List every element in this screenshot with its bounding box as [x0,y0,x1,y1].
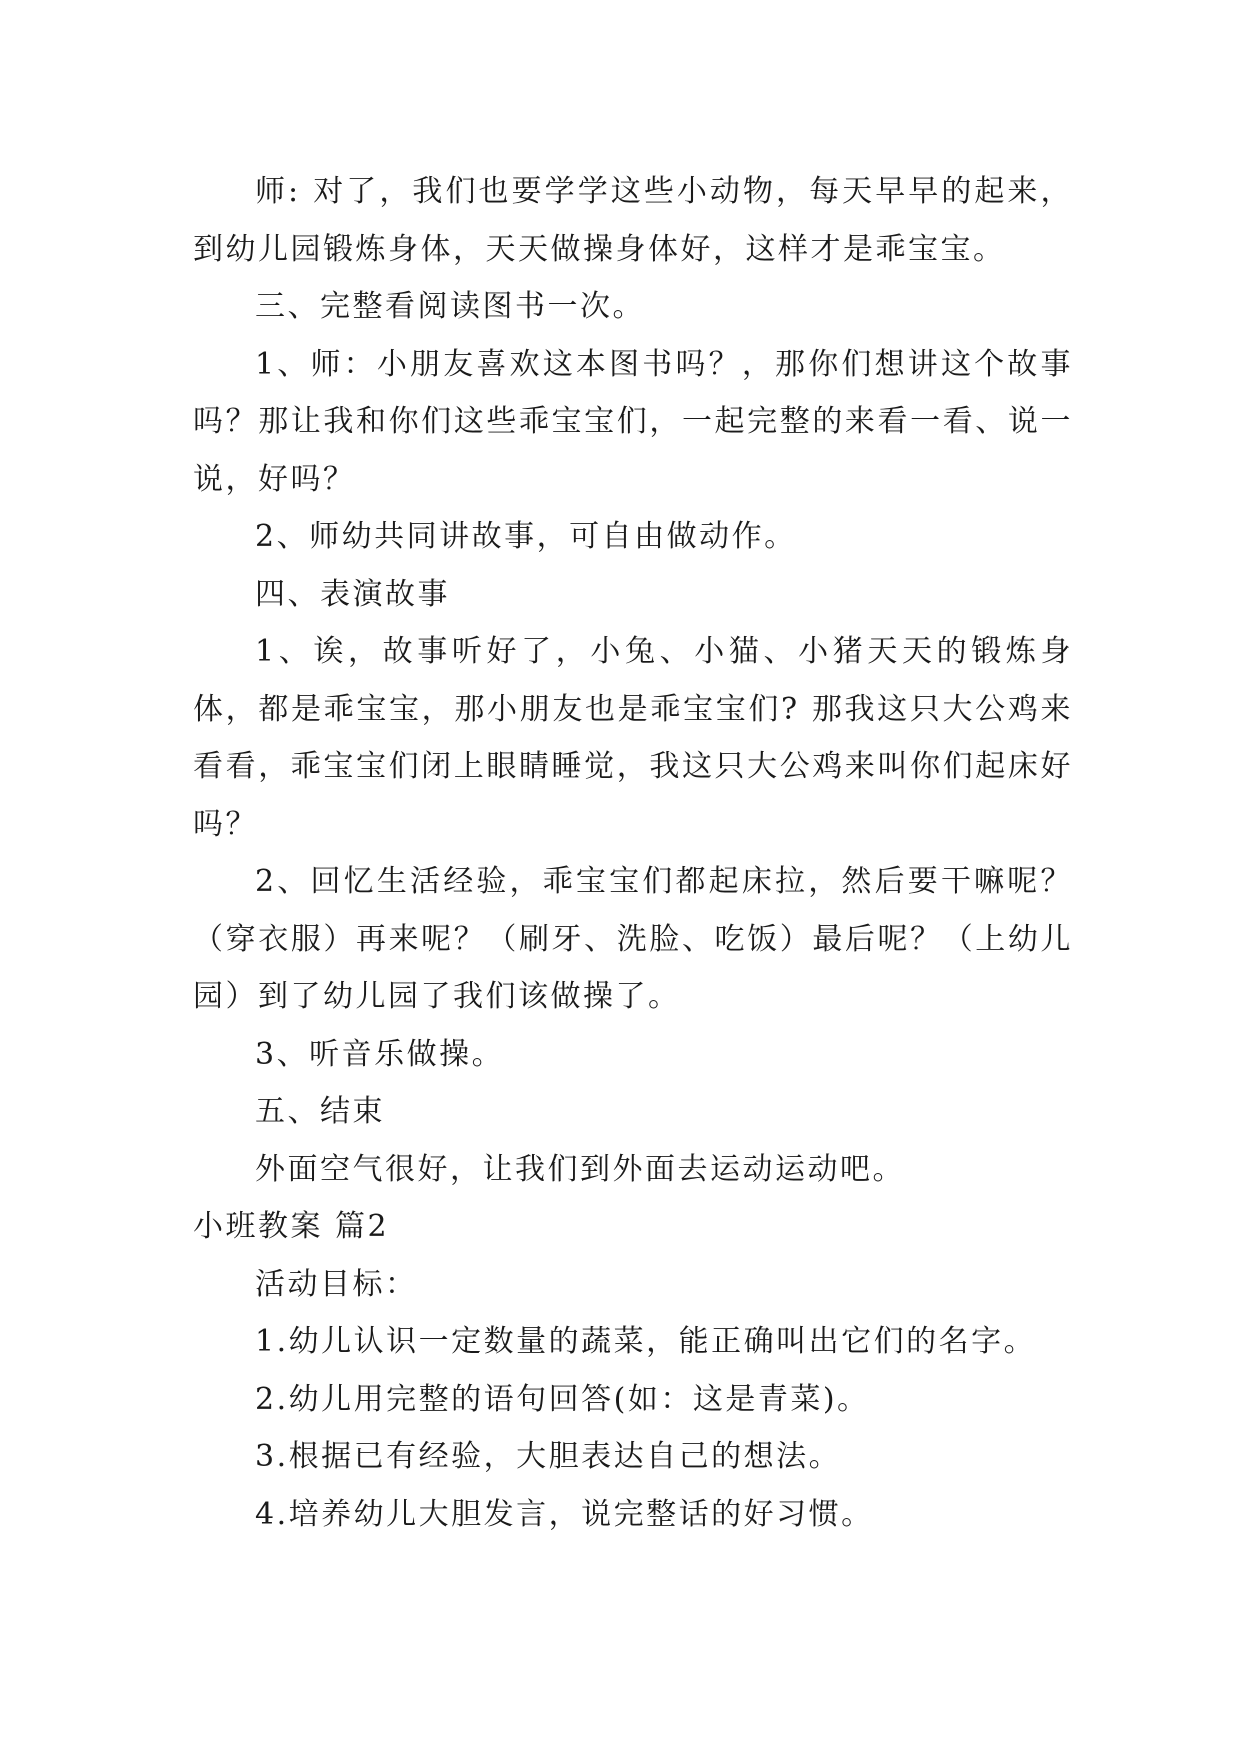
paragraph-step-1: 1、师：小朋友喜欢这本图书吗？，那你们想讲这个故事吗？那让我和你们这些乖宝宝们，一起完整的来看一看、说一说，好吗？ [193,346,1073,497]
section-five-heading: 五、结束 [255,1094,385,1129]
objective-item-2: 2.幼儿用完整的语句回答(如：这是青菜)。 [255,1381,870,1417]
paragraph-perform-3: 3、听音乐做操。 [255,1036,505,1072]
objective-item-4: 4.培养幼儿大胆发言，说完整话的好习惯。 [255,1496,874,1532]
paragraph-teacher-remark: 师: 对了，我们也要学学这些小动物，每天早早的起来，到幼儿园锻炼身体，天天做操身体好，这样才是乖宝宝。 [193,174,1073,267]
section-three-heading: 三、完整看阅读图书一次。 [255,289,645,324]
document-body [193,163,1073,1543]
objectives-label: 活动目标： [255,1266,418,1302]
paragraph-ending: 外面空气很好，让我们到外面去运动运动吧。 [255,1151,905,1187]
section-four-heading: 四、表演故事 [255,576,450,612]
paragraph-perform-2: 2、回忆生活经验，乖宝宝们都起床拉，然后要干嘛呢？（穿衣服）再来呢？（刷牙、洗脸、吃饭）最后呢？（上幼儿园）到了幼儿园了我们该做操了。 [193,864,1073,1014]
lesson-plan-title: 小班教案 篇2 [193,1209,390,1244]
objective-item-1: 1.幼儿认识一定数量的蔬菜，能正确叫出它们的名字。 [255,1324,1037,1359]
paragraph-step-2: 2、师幼共同讲故事，可自由做动作。 [255,519,797,554]
paragraph-perform-1: 1、诶，故事听好了，小兔、小猫、小猪天天的锻炼身体，都是乖宝宝，那小朋友也是乖宝宝们? 那我这只大公鸡来看看，乖宝宝们闭上眼睛睡觉，我这只大公鸡来叫你们起床好吗？ [193,634,1073,842]
objective-item-3: 3.根据已有经验，大胆表达自己的想法。 [255,1439,842,1474]
